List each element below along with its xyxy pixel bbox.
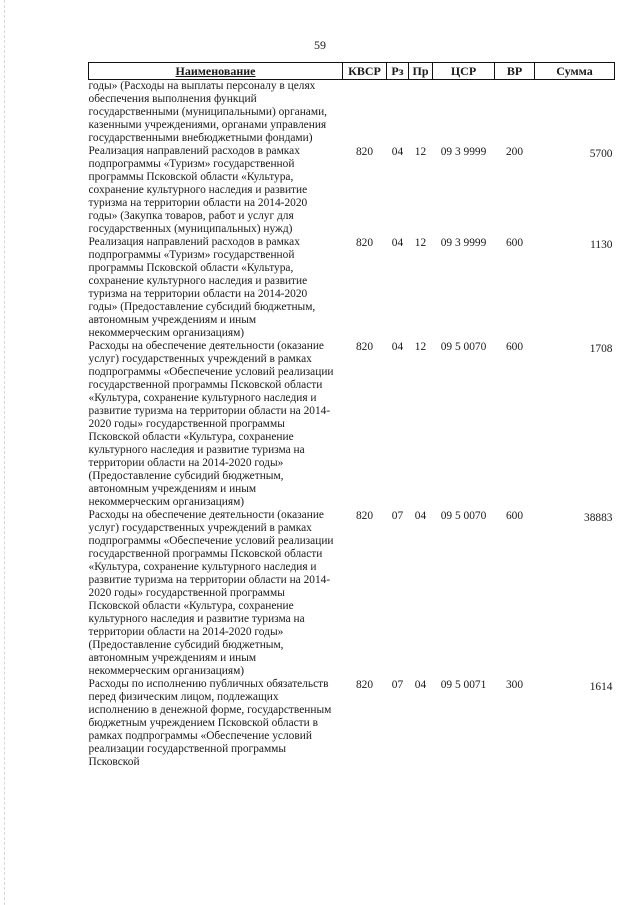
table-row	[89, 236, 615, 340]
row-kvsr: 820	[355, 510, 374, 522]
row-name: Расходы на обеспечение деятельности (оказание услуг) государственных учреждений в рамках подпрограммы «Обеспечение условий реализации государственной программы Псковской области «Культура, сохранение культурного наследия и развитие туризма на территории области на 2014-2020 годы» государственной программы Псковской области «Культура, сохранение культурного наследия и развитие туризма на территории области на 2014-2020 годы» (Предоставление субсидий бюджетным, автономным учреждениям и иным некоммерческим организациям)	[88, 340, 334, 508]
row-csr: 09 5 0070	[440, 510, 487, 522]
row-rz: 04	[391, 237, 404, 249]
row-rz: 04	[391, 146, 404, 158]
row-rz	[387, 80, 409, 146]
row-pr: 12	[414, 341, 427, 353]
row-vr: 600	[505, 341, 524, 353]
row-kvsr: 820	[355, 679, 374, 691]
row-pr: 04	[414, 510, 427, 522]
header-vr: ВР	[495, 63, 535, 80]
row-kvsr: 820	[355, 341, 374, 353]
row-vr	[495, 80, 535, 146]
table-row	[89, 80, 615, 146]
row-rz: 07	[391, 510, 404, 522]
row-csr: 09 5 0070	[440, 341, 487, 353]
row-name: Реализация направлений расходов в рамках подпрограммы «Туризм» государственной программы Псковской области «Культура, сохранение культурного наследия и развитие туризма на территории области на 2014-2020 годы» (Закупка товаров, работ и услуг для государственных (муниципальных) нужд)	[88, 145, 308, 235]
table-body	[89, 80, 615, 770]
row-vr: 600	[505, 510, 524, 522]
header-pr: Пр	[409, 63, 433, 80]
row-name: Реализация направлений расходов в рамках подпрограммы «Туризм» государственной программы Псковской области «Культура, сохранение культурного наследия и развитие туризма на территории области на 2014-2020 годы» (Предоставление субсидий бюджетным, автономным учреждениям и иным некоммерческим организациям)	[88, 236, 316, 339]
table-row	[89, 340, 615, 509]
row-sum: 1614	[589, 681, 613, 693]
row-sum: 5700	[589, 148, 613, 160]
row-csr	[433, 80, 495, 146]
row-pr: 04	[414, 679, 427, 691]
row-vr: 300	[505, 679, 524, 691]
row-rz: 04	[391, 341, 404, 353]
table-header	[89, 63, 615, 80]
row-csr: 09 3 9999	[440, 146, 487, 158]
header-rz: Рз	[387, 63, 409, 80]
header-csr: ЦСР	[433, 63, 495, 80]
row-name: Расходы по исполнению публичных обязательств перед физическим лицом, подлежащих исполнению в денежной форме, государственным бюджетным учреждением Псковской области в рамках подпрограммы «Обеспечение условий реализации государственной программы Псковской	[88, 678, 332, 768]
table-row	[89, 145, 615, 236]
header-name: Наименование	[89, 63, 343, 80]
header-kvsr: КВСР	[343, 63, 387, 80]
scan-edge-mark	[4, 0, 6, 905]
row-sum: 1708	[589, 343, 613, 355]
page-number: 59	[314, 38, 326, 52]
table-row	[89, 509, 615, 678]
row-rz: 07	[391, 679, 404, 691]
row-vr: 200	[505, 146, 524, 158]
table-row	[89, 678, 615, 769]
row-pr: 12	[414, 146, 427, 158]
row-name: годы» (Расходы на выплаты персоналу в целях обеспечения выполнения функций государственными (муниципальными) органами, казенными учреждениями, органами управления государственными внебюджетными фондами)	[88, 80, 328, 144]
row-csr: 09 3 9999	[440, 237, 487, 249]
row-name: Расходы на обеспечение деятельности (оказание услуг) государственных учреждений в рамках подпрограммы «Обеспечение условий реализации государственной программы Псковской области «Культура, сохранение культурного наследия и развитие туризма на территории области на 2014-2020 годы» государственной программы Псковской области «Культура, сохранение культурного наследия и развитие туризма на территории области на 2014-2020 годы» (Предоставление субсидий бюджетным, автономным учреждениям и иным некоммерческим организациям)	[88, 509, 334, 677]
row-sum: 38883	[584, 512, 613, 524]
row-kvsr: 820	[355, 146, 374, 158]
row-sum	[535, 80, 615, 146]
budget-table	[88, 62, 615, 769]
row-kvsr: 820	[355, 237, 374, 249]
row-pr: 12	[414, 237, 427, 249]
row-kvsr	[343, 80, 387, 146]
row-pr	[409, 80, 433, 146]
row-vr: 600	[505, 237, 524, 249]
header-sum: Сумма	[535, 63, 615, 80]
row-csr: 09 5 0071	[440, 679, 487, 691]
row-sum: 1130	[590, 239, 613, 251]
